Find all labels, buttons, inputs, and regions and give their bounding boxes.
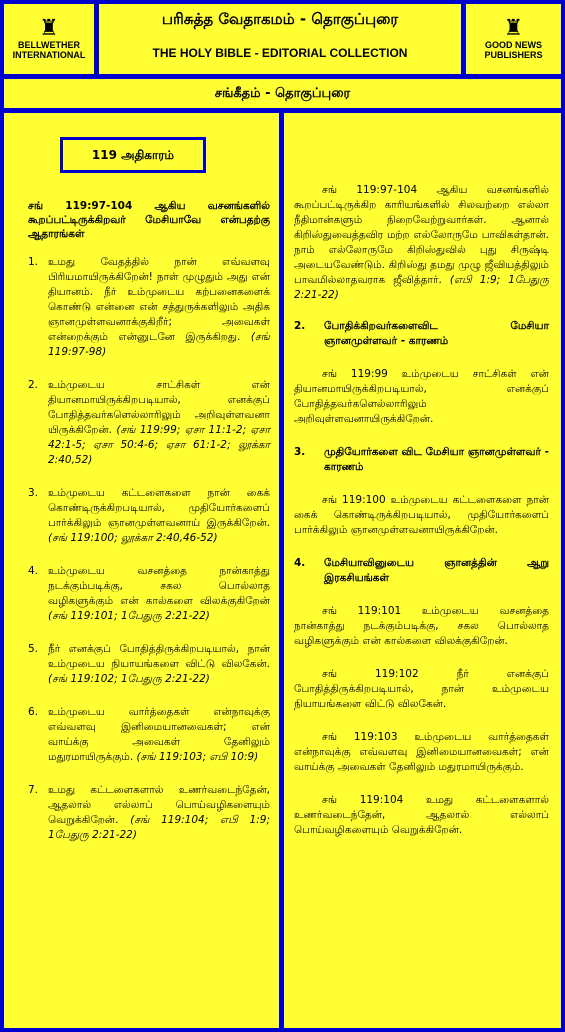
right-column <box>284 113 561 1028</box>
header-title-panel <box>99 4 461 74</box>
section-title: மேசியாவினுடைய ஞானத்தின் ஆறு இரகசியங்கள் <box>324 557 549 584</box>
list-item <box>28 378 270 468</box>
section-title: போதிக்கிறவர்களைவிட மேசியா ஞானமுள்ளவர் - காரணம் <box>324 320 549 347</box>
bellwether-logo <box>4 4 94 74</box>
list-item <box>28 783 270 843</box>
item-number: 4. <box>28 565 39 577</box>
item-reference: (சங் 119:100; லூக்கா 2:40,46-52) <box>48 532 218 544</box>
item-reference: (சங் 119:97-98) <box>48 331 270 358</box>
item-body: உம்முடைய வார்த்தைகள் என்நாவுக்கு எவ்வளவு இனிமையானவைகள்; என் வாய்க்கு அவைகள் தேனிலும் மதுரமாயிருக்கும். <box>48 706 270 763</box>
left-column <box>4 113 279 1028</box>
list-item <box>28 642 270 687</box>
bell-tower-icon: ♜ <box>39 16 59 41</box>
section <box>294 556 549 838</box>
item-body: உமது கட்டளைகளால் உணர்வடைந்தேன், ஆதலால் எல்லாப் பொய்வழிகளையும் வெறுக்கிறேன். <box>48 784 270 826</box>
subtitle-bar <box>4 79 561 108</box>
subtitle-text: சங்கீதம் - தொகுப்புரை <box>214 85 351 101</box>
item-reference: (சங் 119:102; 1பேதுரு 2:21-22) <box>48 673 210 685</box>
section-heading <box>294 445 549 475</box>
list-item <box>28 564 270 624</box>
section-number: 4. <box>294 557 306 569</box>
item-body: உம்முடைய சாட்சிகள் என் தியானமாயிருக்கிறபடியால், எனக்குப் போதித்தவர்களெல்லாரிலும் அறிவுள்ளவனா யிருக்கிறேன். <box>48 379 270 436</box>
item-body: உம்முடைய கட்டளைகளை நான் கைக் கொண்டிருக்கிறபடியால், முதியோர்களைப் பார்க்கிலும் ஞானமுள்ளவனாய் இருக்கிறேன். <box>48 487 270 529</box>
title-tamil: பரிசுத்த வேதாகமம் - தொகுப்புரை <box>161 10 399 28</box>
title-english: THE HOLY BIBLE - EDITORIAL COLLECTION <box>152 46 408 60</box>
section-list <box>294 319 549 838</box>
section <box>294 445 549 538</box>
item-body: நீர் எனக்குப் போதித்திருக்கிறபடியால், நான் உம்முடைய நியாயங்களை விட்டு விலகேன். <box>48 643 270 670</box>
section <box>294 319 549 427</box>
good-news-logo <box>466 4 561 74</box>
item-text <box>48 486 270 546</box>
section-heading <box>294 556 549 586</box>
section-number: 2. <box>294 320 306 332</box>
item-number: 5. <box>28 643 39 655</box>
chapter-label: 119 அதிகாரம் <box>60 137 206 173</box>
section-paragraph: சங் 119:100 உம்முடைய கட்டளைகளை நான் கைக் கொண்டிருக்கிறபடியால், முதியோர்களைப் பார்க்கிலும் ஞானமுள்ளவனாயிருக்கிறேன். <box>294 494 549 536</box>
section-paragraph: சங் 119:102 நீர் எனக்குப் போதித்திருக்கிறபடியால், நான் உம்முடைய நியாயங்களை விட்டு விலகேன். <box>294 668 549 710</box>
item-number: 6. <box>28 706 39 718</box>
item-reference: (சங் 119:103; எபி 10:9) <box>136 751 259 763</box>
item-reference: (சங் 119:101; 1பேதுரு 2:21-22) <box>48 610 210 622</box>
item-text <box>48 642 270 687</box>
item-text <box>48 783 270 843</box>
item-number: 7. <box>28 784 39 796</box>
section-number: 3. <box>294 446 306 458</box>
item-text <box>48 564 270 624</box>
item-number: 3. <box>28 487 39 499</box>
section-paragraph: சங் 119:101 உம்முடைய வசனத்தை நான்காத்து நடக்கும்படிக்கு, சகல பொல்லாத வழிகளுக்கும் என் கால்களை விலக்குகிறேன். <box>294 605 549 647</box>
list-item <box>28 705 270 765</box>
right-intro-ref: (எபி 1:9; 1பேதுரு 2:21-22) <box>294 274 550 301</box>
lamp-icon: ♜ <box>503 16 524 41</box>
item-number: 2. <box>28 379 39 391</box>
right-intro-text: சங் 119:97-104 ஆகிய வசனங்களில் கூறப்பட்டிருக்கிற காரியங்களில் சிலவற்றை எல்லா நீதிமான்களும் நிறைவேற்றுவார்கள். ஆனால் கிறிஸ்துவைத்தவிர மற்ற எல்லோருமே பாவிகள்தான். நாம் எல்லோருமே கிறிஸ்துவில் புது சிருஷ்டி அடையவேண்டும். கிறிஸ்து தமது முழு ஜீவியத்திலும் பாவமில்லாதவராக ஜீவித்தார். <box>294 184 549 286</box>
section-paragraph: சங் 119:103 உம்முடைய வார்த்தைகள் என்நாவுக்கு எவ்வளவு இனிமையானவைகள்; என் வாய்க்கு அவைகள் தேனிலும் மதுரமாயிருக்கும். <box>294 731 549 773</box>
section-paragraph: சங் 119:104 உமது கட்டளைகளால் உணர்வடைந்தேன், ஆதலால் எல்லாப் பொய்வழிகளையும் வெறுக்கிறேன். <box>294 794 549 836</box>
list-item <box>28 255 270 360</box>
section-paragraph: சங் 119:99 உம்முடைய சாட்சிகள் என் தியானமாயிருக்கிறபடியால், எனக்குப் போதித்தவர்களெல்லாரிலும் அறிவுள்ளவனாயிருக்கிறேன். <box>294 368 549 425</box>
bellwether-logo-line-1: BELLWETHER <box>18 40 80 50</box>
good-news-logo-line-1: GOOD NEWS <box>484 40 542 50</box>
section-title: முதியோர்களை விட மேசியா ஞானமுள்ளவர் - காரணம் <box>324 446 549 473</box>
item-text <box>48 255 270 360</box>
item-text <box>48 705 270 765</box>
section-heading <box>294 319 549 349</box>
item-body: உமது வேதத்தில் நான் எவ்வளவு பிரியமாயிருக்கிறேன்! நாள் முழுதும் அது என் தியானம். நீர் உம்முடைய கற்பனைகளைக் கொண்டு என்னை என் சத்துருக்களிலும் அதிக ஞானமுள்ளவனாக்குகிறீர்; அவைகள் என்றைக்கும் என்னுடனே இருக்கிறது. <box>48 256 270 343</box>
item-number: 1. <box>28 256 39 268</box>
item-body: உம்முடைய வசனத்தை நான்காத்து நடக்கும்படிக்கு, சகல பொல்லாத வழிகளுக்கும் என் கால்களை விலக்குகிறேன் <box>48 565 270 607</box>
item-reference: (சங் 119:99; ஏசா 11:1-2; ஏசா 42:1-5; ஏசா 50:4-6; ஏசா 61:1-2; லூக்கா 2:40,52) <box>48 424 270 466</box>
item-reference: (சங் 119:104; எபி 1:9; 1பேதுரு 2:21-22) <box>48 814 270 841</box>
good-news-logo-line-2: PUBLISHERS <box>484 50 543 60</box>
right-intro <box>294 183 549 303</box>
item-text <box>48 378 270 468</box>
bellwether-logo-line-2: INTERNATIONAL <box>12 50 86 60</box>
left-heading: சங் 119:97-104 ஆகிய வசனங்களில் கூறப்பட்டிருக்கிறவர் மேசியாவே என்பதற்கு ஆதாரங்கள் <box>28 200 270 240</box>
list-item <box>28 486 270 546</box>
proof-list <box>28 255 270 843</box>
